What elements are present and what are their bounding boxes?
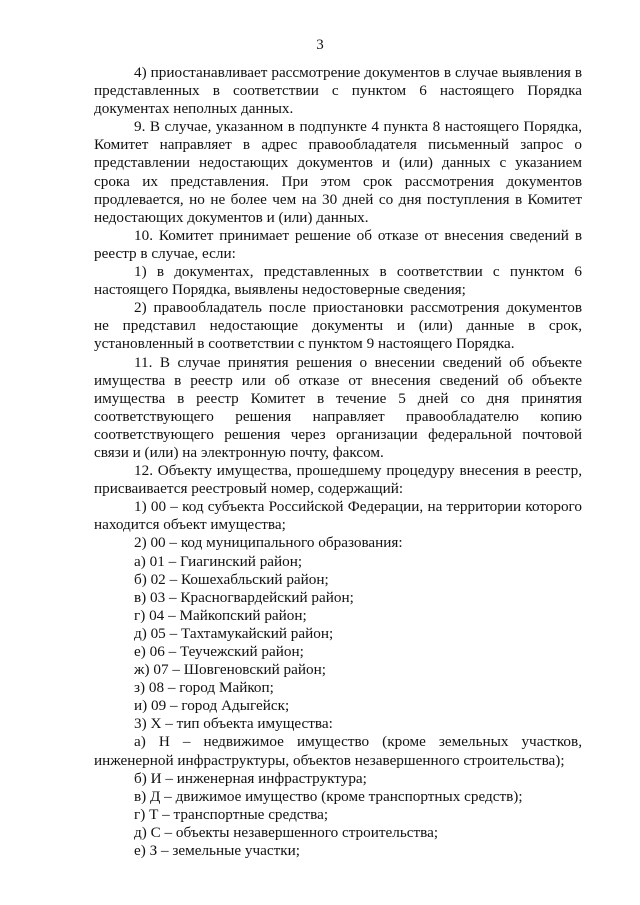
list-item: в) Д – движимое имущество (кроме транспортных средств);: [134, 787, 523, 805]
paragraph: 9. В случае, указанном в подпункте 4 пункта 8 настоящего Порядка, Комитет направляет в адрес правообладателя письменный запрос о представлении недостающих документов и (или) данных с указанием срока их представления. При этом срок рассмотрения документов продлевается, но не более чем на 30 дней со дня поступления в Комитет недостающих документов и (или) данных.: [94, 118, 582, 226]
paragraph: 2) правообладатель после приостановки рассмотрения документов не представил недостающие документы и (или) данные в срок, установленный в соответствии с пунктом 9 настоящего Порядка.: [94, 299, 582, 353]
list-item: в) 03 – Красногвардейский район;: [134, 588, 354, 606]
list-item: г) Т – транспортные средства;: [134, 805, 329, 823]
paragraph: 3) Х – тип объекта имущества:: [134, 715, 333, 733]
list-item: а) 01 – Гиагинский район;: [134, 552, 303, 570]
paragraph: 10. Комитет принимает решение об отказе от внесения сведений в реестр в случае, если:: [94, 226, 582, 262]
list-item: д) С – объекты незавершенного строительства;: [134, 823, 439, 841]
paragraph: 1) 00 – код субъекта Российской Федерации, на территории которого находится объект имущества;: [94, 498, 582, 534]
list-item: а) Н – недвижимое имущество (кроме земельных участков, инженерной инфраструктуры, объектов незавершенного строительства);: [94, 733, 582, 769]
paragraph: 1) в документах, представленных в соответствии с пунктом 6 настоящего Порядка, выявлены недостоверные сведения;: [94, 263, 582, 299]
paragraph: 2) 00 – код муниципального образования:: [134, 534, 403, 552]
document-body: [94, 64, 582, 860]
list-item: и) 09 – город Адыгейск;: [134, 697, 290, 715]
list-item: б) 02 – Кошехабльский район;: [134, 570, 329, 588]
page-number: 3: [316, 37, 324, 53]
list-item: е) З – земельные участки;: [134, 842, 300, 860]
paragraph: 12. Объекту имущества, прошедшему процедуру внесения в реестр, присваивается реестровый номер, содержащий:: [94, 462, 582, 498]
paragraph: 11. В случае принятия решения о внесении сведений об объекте имущества в реестр или об отказе от внесения сведений об объекте имущества в реестр Комитет в течение 5 дней со дня принятия соответствующего решения направляет правообладателю копию соответствующего решения через организации федеральной почтовой связи и (или) на электронную почту, факсом.: [94, 353, 582, 461]
paragraph: 4) приостанавливает рассмотрение документов в случае выявления в представленных в соответствии с пунктом 6 настоящего Порядка документах неполных данных.: [94, 64, 582, 118]
list-item: е) 06 – Теучежский район;: [134, 643, 304, 660]
list-item: з) 08 – город Майкоп;: [134, 679, 274, 697]
list-item: б) И – инженерная инфраструктура;: [134, 769, 367, 787]
list-item: г) 04 – Майкопский район;: [134, 606, 307, 624]
list-item: ж) 07 – Шовгеновский район;: [134, 661, 326, 679]
list-item: д) 05 – Тахтамукайский район;: [134, 624, 334, 642]
